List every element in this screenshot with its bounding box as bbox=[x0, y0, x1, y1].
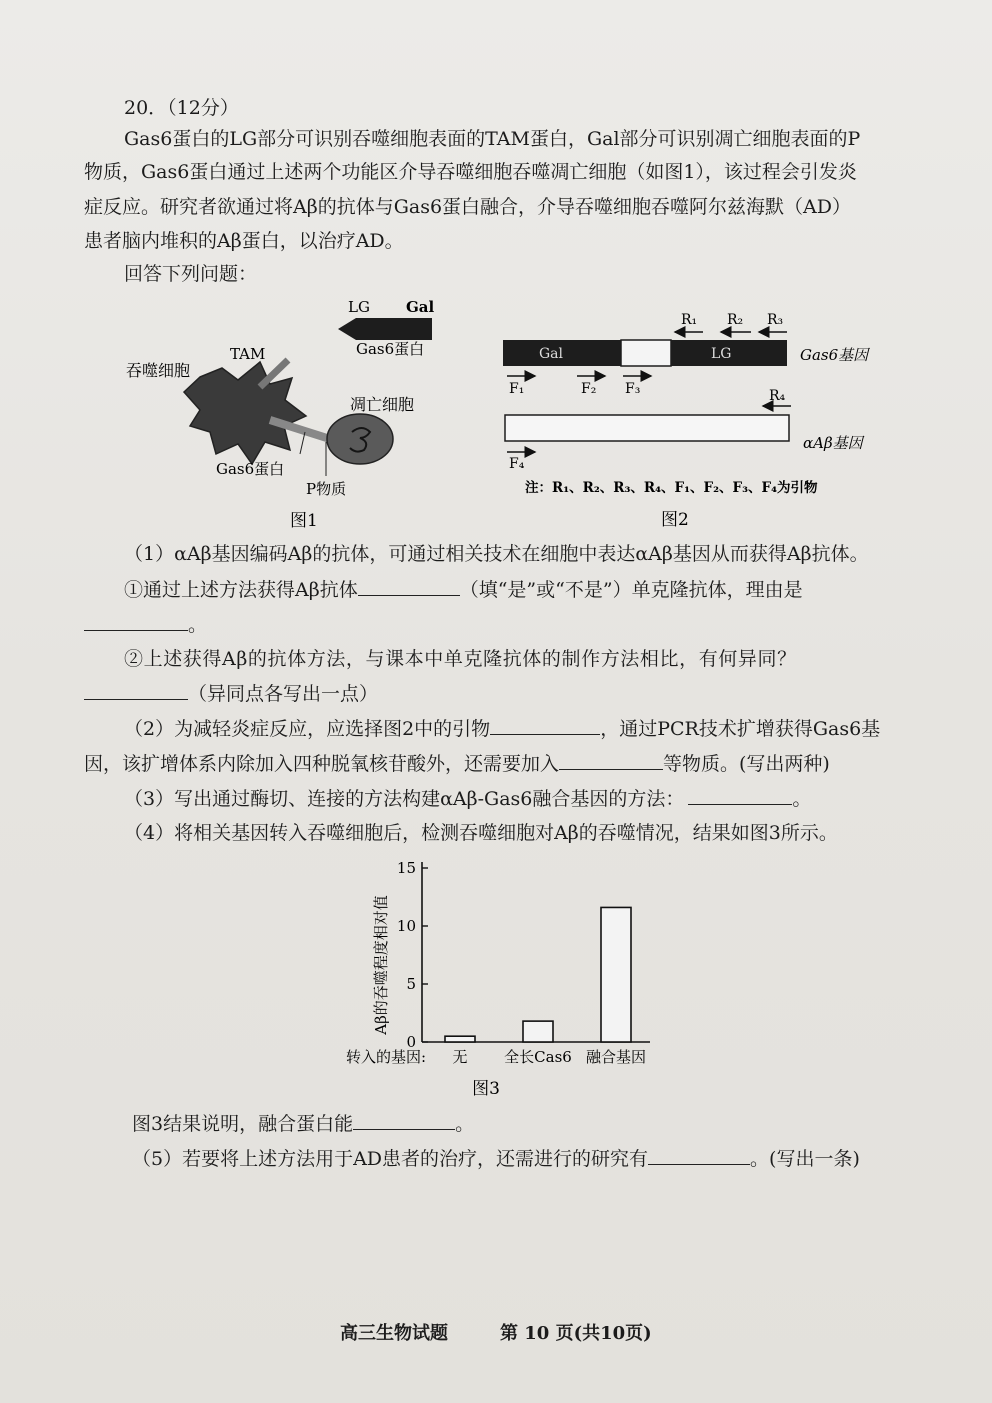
gas6-middle-segment bbox=[621, 340, 671, 366]
fig1-p-label: P物质 bbox=[306, 480, 347, 498]
q3-end: 。 bbox=[792, 788, 812, 810]
figure-1 bbox=[120, 292, 450, 537]
chart-x-tick-label: 全长Cas6 bbox=[504, 1048, 572, 1066]
chart-y-tick-label: 0 bbox=[406, 1033, 416, 1051]
primer-r2-label: R₂ bbox=[727, 312, 744, 328]
gas6-protein-arrow bbox=[338, 318, 432, 340]
intro-line-1: Gas6蛋白的LG部分可识别吞噬细胞表面的TAM蛋白，Gal部分可识别凋亡细胞表面的P bbox=[124, 128, 861, 150]
q5-text-a: （5）若要将上述方法用于AD患者的治疗，还需进行的研究有 bbox=[132, 1148, 649, 1170]
fig1-gal-label: Gal bbox=[406, 298, 435, 316]
primer-r3-label: R₃ bbox=[767, 312, 784, 328]
q2-text-a: （2）为减轻炎症反应，应选择图2中的引物 bbox=[124, 718, 491, 740]
q5-text-b: 。(写出一条) bbox=[750, 1148, 860, 1170]
q4-text: （4）将相关基因转入吞噬细胞后，检测吞噬细胞对Aβ的吞噬情况，结果如图3所示。 bbox=[124, 822, 838, 844]
q1-sub1-text-b: （填“是”或“不是”）单克隆抗体，理由是 bbox=[459, 579, 803, 601]
q5 bbox=[132, 1146, 860, 1171]
q1-sub2: ②上述获得Aβ的抗体方法，与课本中单克隆抗体的制作方法相比，有何异同？ bbox=[124, 648, 797, 670]
fig1-phagocyte-label: 吞噬细胞 bbox=[126, 361, 191, 380]
q4-result-text: 图3结果说明，融合蛋白能 bbox=[132, 1113, 354, 1135]
q5-answer-blank[interactable] bbox=[648, 1146, 750, 1165]
fig2-gal-label: Gal bbox=[539, 346, 564, 362]
figure-3-chart bbox=[330, 850, 670, 1100]
aab-gene-bar bbox=[505, 415, 789, 441]
q2-text-d: 等物质。(写出两种) bbox=[663, 753, 830, 775]
chart-y-tick-label: 10 bbox=[396, 917, 416, 935]
q2-line-1 bbox=[124, 716, 880, 741]
q2-text-b: ，通过PCR技术扩增获得Gas6基 bbox=[600, 718, 881, 740]
intro-line-4: 患者脑内堆积的Aβ蛋白，以治疗AD。 bbox=[84, 230, 404, 252]
q2-text-c: 因，该扩增体系内除加入四种脱氧核苷酸外，还需要加入 bbox=[84, 753, 560, 775]
chart-bar bbox=[445, 1036, 475, 1042]
answer-prompt: 回答下列问题： bbox=[124, 263, 258, 285]
fig2-gene2-label: αAβ基因 bbox=[803, 434, 863, 452]
chart-x-axis-label: 转入的基因: bbox=[346, 1048, 427, 1066]
primer-r4-label: R₄ bbox=[769, 388, 786, 404]
gas6-pointer bbox=[300, 432, 305, 454]
fig1-caption: 图1 bbox=[290, 511, 318, 531]
q3-text: （3）写出通过酶切、连接的方法构建αAβ-Gas6融合基因的方法： bbox=[124, 788, 685, 810]
q1-sub1-end: 。 bbox=[188, 614, 208, 636]
primer-f3-label: F₃ bbox=[625, 381, 641, 397]
intro-line-3: 症反应。研究者欲通过将Aβ的抗体与Gas6蛋白融合，介导吞噬细胞吞噬阿尔兹海默（AD） bbox=[84, 196, 852, 218]
q3 bbox=[124, 786, 811, 811]
chart-y-axis-label: Aβ的吞噬程度相对值 bbox=[372, 895, 390, 1035]
chart-y-tick-label: 15 bbox=[396, 859, 416, 877]
fig2-caption: 图2 bbox=[661, 510, 689, 530]
chart-bar bbox=[601, 907, 631, 1042]
q4-answer-blank[interactable] bbox=[353, 1111, 455, 1130]
primer-r1-label: R₁ bbox=[681, 312, 698, 328]
q2-line-2 bbox=[84, 751, 830, 776]
fig1-apoptotic-label: 凋亡细胞 bbox=[350, 395, 415, 414]
q1-sub1-text-a: ①通过上述方法获得Aβ抗体 bbox=[124, 579, 358, 601]
q1-answer-blank-1[interactable] bbox=[358, 577, 460, 596]
q1-sub2-cont bbox=[84, 681, 378, 706]
footer-page: 第 10 页(共10页) bbox=[500, 1323, 652, 1344]
chart-x-tick-label: 融合基因 bbox=[585, 1048, 647, 1066]
figure-2 bbox=[495, 300, 875, 537]
chart-x-tick-label: 无 bbox=[452, 1048, 468, 1066]
q2-answer-blank-2[interactable] bbox=[559, 751, 663, 770]
q3-answer-blank[interactable] bbox=[688, 786, 792, 805]
chart-y-tick-label: 5 bbox=[406, 975, 416, 993]
q1-sub1 bbox=[124, 577, 803, 602]
fig1-gas6-top-label: Gas6蛋白 bbox=[356, 340, 425, 358]
q4-result bbox=[132, 1111, 474, 1136]
primer-f1-label: F₁ bbox=[509, 381, 525, 397]
fig2-gene1-label: Gas6基因 bbox=[800, 346, 869, 364]
primer-f2-label: F₂ bbox=[581, 381, 597, 397]
chart-title: 图3 bbox=[472, 1079, 500, 1099]
chart-bar bbox=[523, 1021, 553, 1042]
fig2-note: 注：R₁、R₂、R₃、R₄、F₁、F₂、F₃、F₄为引物 bbox=[525, 480, 818, 496]
q4-result-end: 。 bbox=[455, 1113, 475, 1135]
fig1-gas6-bottom-label: Gas6蛋白 bbox=[216, 460, 285, 478]
question-number: 20．（12分） bbox=[124, 97, 239, 119]
intro-line-2: 物质，Gas6蛋白通过上述两个功能区介导吞噬细胞吞噬凋亡细胞（如图1），该过程会引发炎 bbox=[84, 161, 857, 183]
q1-answer-blank-3[interactable] bbox=[84, 681, 188, 700]
fig1-lg-label: LG bbox=[348, 298, 370, 316]
fig1-tam-label: TAM bbox=[230, 345, 266, 363]
primer-f4-label: F₄ bbox=[509, 456, 525, 472]
q1-stem: （1）αAβ基因编码Aβ的抗体，可通过相关技术在细胞中表达αAβ基因从而获得Aβ抗体。 bbox=[124, 543, 869, 565]
fig2-lg-label: LG bbox=[711, 346, 732, 362]
q2-answer-blank-1[interactable] bbox=[490, 716, 600, 735]
q1-answer-blank-2[interactable] bbox=[84, 612, 188, 631]
phagocyte-cell bbox=[184, 362, 306, 464]
q1-sub2-b: （异同点各写出一点） bbox=[188, 683, 379, 705]
q1-sub1-cont bbox=[84, 612, 207, 637]
footer-subject: 高三生物试题 bbox=[340, 1323, 448, 1344]
